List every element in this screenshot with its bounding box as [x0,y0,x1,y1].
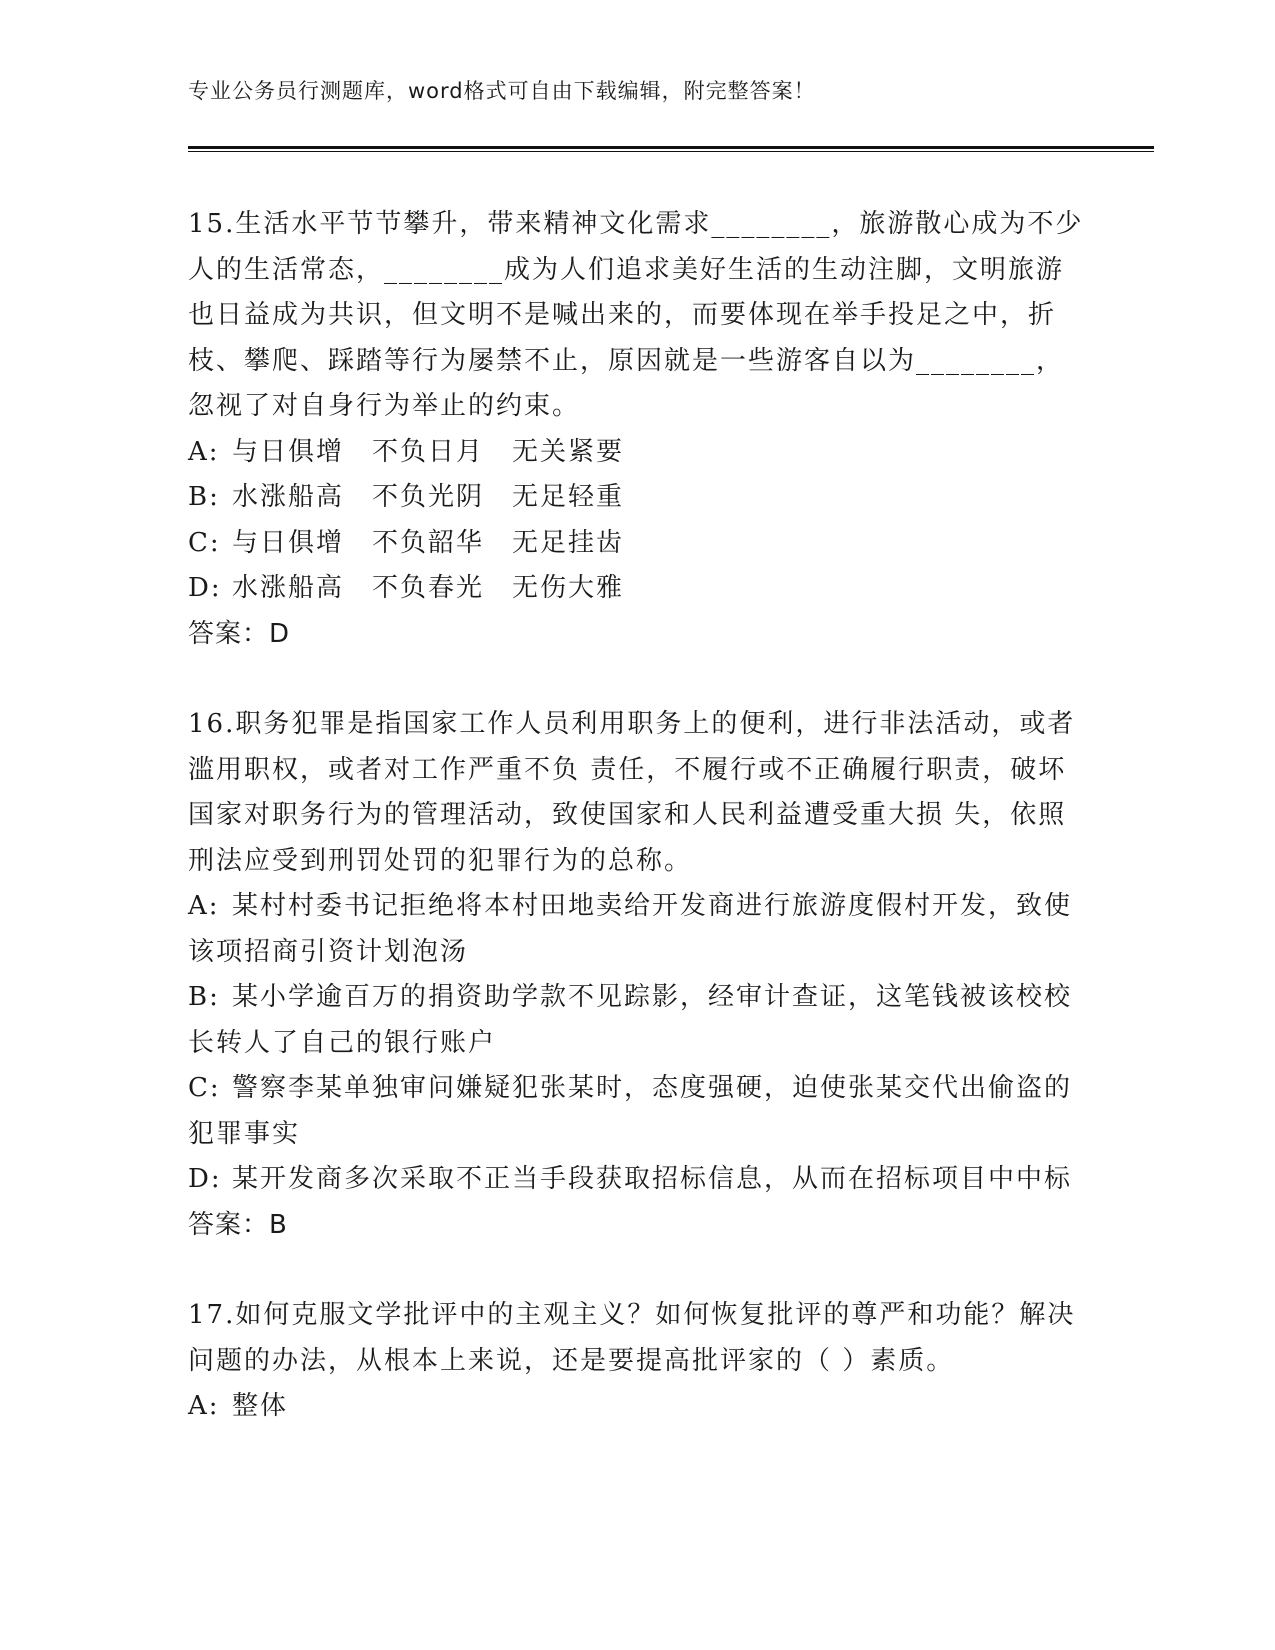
option-key: A: [188,891,220,921]
option-key: D: [188,573,222,603]
option-text: 某村村委书记拒绝将本村田地卖给开发商进行旅游度假村开发，致使该项招商引资计划泡汤 [188,891,1073,967]
answer: 答案：D [188,618,291,649]
option-key: A: [188,1391,220,1421]
answer: 答案：B [188,1209,288,1240]
question-list [188,202,1088,1475]
option-text: 某开发商多次采取不正当手段获取招标信息，从而在招标项目中中标 [232,1164,1073,1194]
option-a [188,884,1088,975]
question-15 [188,202,1088,657]
option-key: B: [188,982,220,1012]
option-key: D: [188,1164,222,1194]
option-text: 警察李某单独审问嫌疑犯张某时，态度强硬，迫使张某交代出偷盗的犯罪事实 [188,1073,1073,1149]
option-c [188,1066,1088,1157]
option-b [188,975,1088,1066]
option-a [188,1384,1088,1430]
header-divider [188,146,1154,149]
header-divider-thin [188,151,1154,152]
option-key: A: [188,436,220,467]
option-d [188,1157,1088,1203]
option-text: 水涨船高 不负春光 无伤大雅 [232,573,625,603]
option-text: 水涨船高 不负光阴 无足轻重 [232,482,625,512]
option-key: C: [188,527,221,558]
option-text: 整体 [232,1391,289,1421]
question-17 [188,1293,1088,1430]
question-stem: 17.如何克服文学批评中的主观主义？如何恢复批评的尊严和功能？解决问题的办法，从根本上来说，还是要提高批评家的（ ）素质。 [188,1300,1076,1376]
option-text: 与日俱增 不负韶华 无足挂齿 [232,527,625,558]
option-key: B: [188,482,220,512]
page-header: 专业公务员行测题库，word格式可自由下载编辑，附完整答案！ [188,79,816,103]
question-stem: 15.生活水平节节攀升，带来精神文化需求________，旅游散心成为不少人的生活常态，________成为人们追求美好生活的生动注脚，文明旅游也日益成为共识，但文明不是喊出来的，而要体现在举手投足之中，折枝、攀爬、踩踏等行为屡禁不止，原因就是一些游客自以为________，忽视了对自身行为举止的约束。 [188,209,1084,421]
option-key: C: [188,1073,221,1103]
question-16 [188,702,1088,1248]
option-d [188,566,1088,612]
option-text: 某小学逾百万的捐资助学款不见踪影，经审计查证，这笔钱被该校校长转人了自己的银行账户 [188,982,1073,1058]
question-stem: 16.职务犯罪是指国家工作人员利用职务上的便利，进行非法活动，或者滥用职权，或者对工作严重不负 责任，不履行或不正确履行职责，破坏国家对职务行为的管理活动，致使国家和人民利益遭受重大损 失，依照刑法应受到刑罚处罚的犯罪行为的总称。 [188,709,1076,876]
option-text: 与日俱增 不负日月 无关紧要 [232,436,625,467]
option-a [188,430,1088,476]
option-c [188,521,1088,567]
option-b [188,475,1088,521]
